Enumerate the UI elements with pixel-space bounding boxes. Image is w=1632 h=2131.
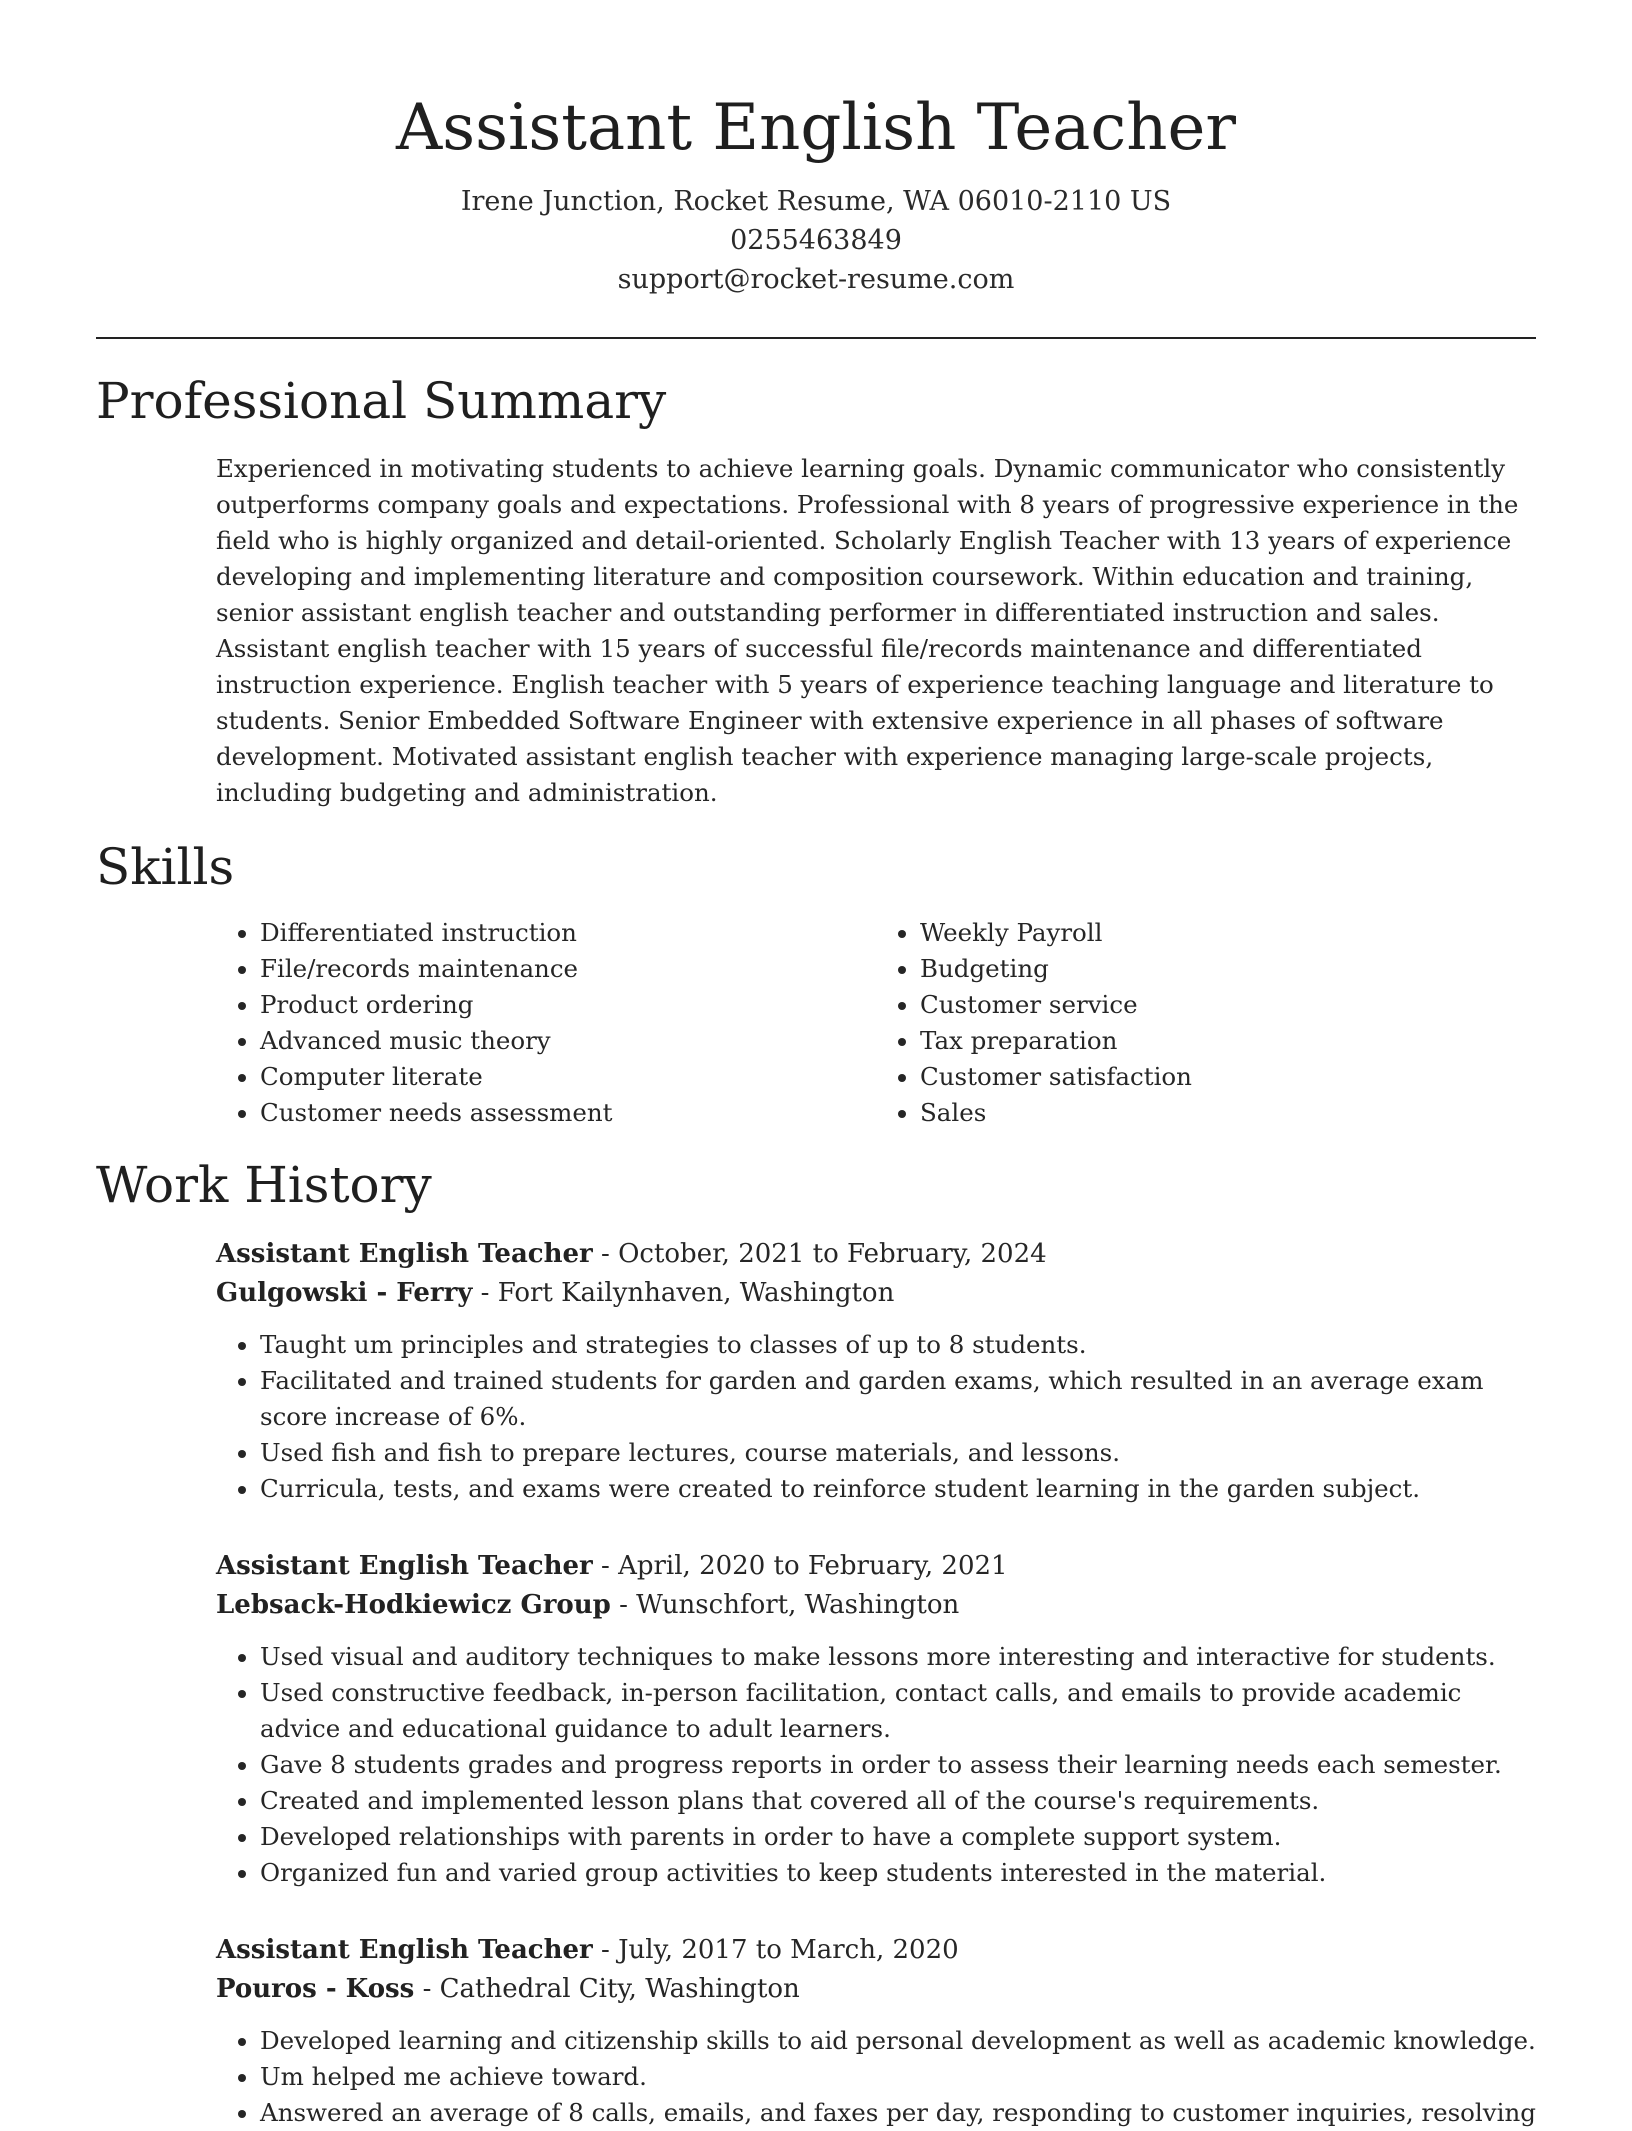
job-company: Pouros - Koss: [216, 1974, 415, 2004]
contact-address: Irene Junction, Rocket Resume, WA 06010-2110 US: [460, 186, 1172, 217]
job-position: Assistant English Teacher: [216, 1935, 593, 1965]
skill-item: • Computer literate: [260, 1059, 876, 1095]
job-entry: [216, 1235, 1536, 1507]
job-bullet: • Developed relationships with parents in order to have a complete support system.: [260, 1819, 1536, 1855]
candidate-title: Assistant English Teacher: [396, 91, 1236, 165]
resume-header: [96, 0, 1536, 299]
job-dates: - October, 2021 to February, 2024: [592, 1239, 1047, 1269]
work-history-section: [96, 1153, 1536, 2131]
skill-item: • Advanced music theory: [260, 1023, 876, 1059]
contact-email: support@rocket-resume.com: [617, 264, 1015, 295]
job-bullet: • Developed learning and citizenship skills to aid personal development as well as academic knowledge.: [260, 2023, 1536, 2059]
skill-item: • Tax preparation: [920, 1023, 1536, 1059]
skill-item: • Sales: [920, 1095, 1536, 1131]
job-bullet: • Used constructive feedback, in-person facilitation, contact calls, and emails to provide academic advice and educational guidance to adult learners.: [260, 1675, 1536, 1747]
job-bullets: [216, 1327, 1536, 1507]
job-location: - Cathedral City, Washington: [414, 1974, 800, 2004]
job-bullet: • Facilitated and trained students for garden and garden exams, which resulted in an average exam score increase of 6%.: [260, 1363, 1536, 1435]
skill-item: • Customer satisfaction: [920, 1059, 1536, 1095]
job-bullet: • Used fish and fish to prepare lectures, course materials, and lessons.: [260, 1435, 1536, 1471]
job-dates: - July, 2017 to March, 2020: [592, 1935, 959, 1965]
job-company-line: [216, 1970, 1536, 2009]
job-bullet: • Used visual and auditory techniques to make lessons more interesting and interactive for students.: [260, 1639, 1536, 1675]
job-location: - Fort Kailynhaven, Washington: [472, 1278, 895, 1308]
job-bullet: • Gave 8 students grades and progress reports in order to assess their learning needs each semester.: [260, 1747, 1536, 1783]
skill-item: • Weekly Payroll: [920, 915, 1536, 951]
job-entry: [216, 1931, 1536, 2131]
work-history-heading: Work History: [96, 1156, 432, 1214]
job-company-line: [216, 1274, 1536, 1313]
job-bullets: [216, 2023, 1536, 2131]
summary-heading: Professional Summary: [96, 372, 667, 430]
job-bullet: • Answered an average of 8 calls, emails, and faxes per day, responding to customer inquiries, resolving: [260, 2095, 1536, 2131]
job-title-line: [216, 1235, 1536, 1274]
contact-block: [96, 182, 1536, 299]
job-bullet: • Curricula, tests, and exams were created to reinforce student learning in the garden subject.: [260, 1471, 1536, 1507]
job-position: Assistant English Teacher: [216, 1551, 593, 1581]
job-dates: - April, 2020 to February, 2021: [592, 1551, 1008, 1581]
skill-item: • Differentiated instruction: [260, 915, 876, 951]
skill-item: • File/records maintenance: [260, 951, 876, 987]
skill-item: • Product ordering: [260, 987, 876, 1023]
skills-list-left: [216, 915, 876, 1131]
skill-item: • Customer service: [920, 987, 1536, 1023]
skills-list-right: [876, 915, 1536, 1131]
skills-heading: Skills: [96, 838, 235, 896]
summary-text: Experienced in motivating students to achieve learning goals. Dynamic communicator who consistently outperforms company goals and expectations. Professional with 8 years of progressive experience in the field who is highly organized and detail-oriented. Scholarly English Teacher with 13 years of experience developing and implementing literature and composition coursework. Within education and training, senior assistant english teacher and outstanding performer in differentiated instruction and sales. Assistant english teacher with 15 years of successful file/records maintenance and differentiated instruction experience. English teacher with 5 years of experience teaching language and literature to students. Senior Embedded Software Engineer with extensive experience in all phases of software development. Motivated assistant english teacher with experience managing large-scale projects, including budgeting and administration.: [216, 454, 1519, 807]
skill-item: • Budgeting: [920, 951, 1536, 987]
job-title-line: [216, 1931, 1536, 1970]
job-company-line: [216, 1586, 1536, 1625]
job-bullet: • Created and implemented lesson plans that covered all of the course's requirements.: [260, 1783, 1536, 1819]
job-location: - Wunschfort, Washington: [610, 1590, 960, 1620]
header-divider: [96, 337, 1536, 339]
skills-section: [96, 835, 1536, 1131]
job-company: Gulgowski - Ferry: [216, 1278, 473, 1308]
summary-section: [96, 369, 1536, 811]
job-entry: [216, 1547, 1536, 1891]
job-bullets: [216, 1639, 1536, 1891]
job-position: Assistant English Teacher: [216, 1239, 593, 1269]
job-bullet: • Organized fun and varied group activities to keep students interested in the material.: [260, 1855, 1536, 1891]
job-bullet: • Um helped me achieve toward.: [260, 2059, 1536, 2095]
contact-phone: 0255463849: [730, 225, 902, 256]
job-title-line: [216, 1547, 1536, 1586]
skills-grid: [216, 915, 1536, 1131]
job-bullet: • Taught um principles and strategies to classes of up to 8 students.: [260, 1327, 1536, 1363]
job-company: Lebsack-Hodkiewicz Group: [216, 1590, 611, 1620]
skill-item: • Customer needs assessment: [260, 1095, 876, 1131]
